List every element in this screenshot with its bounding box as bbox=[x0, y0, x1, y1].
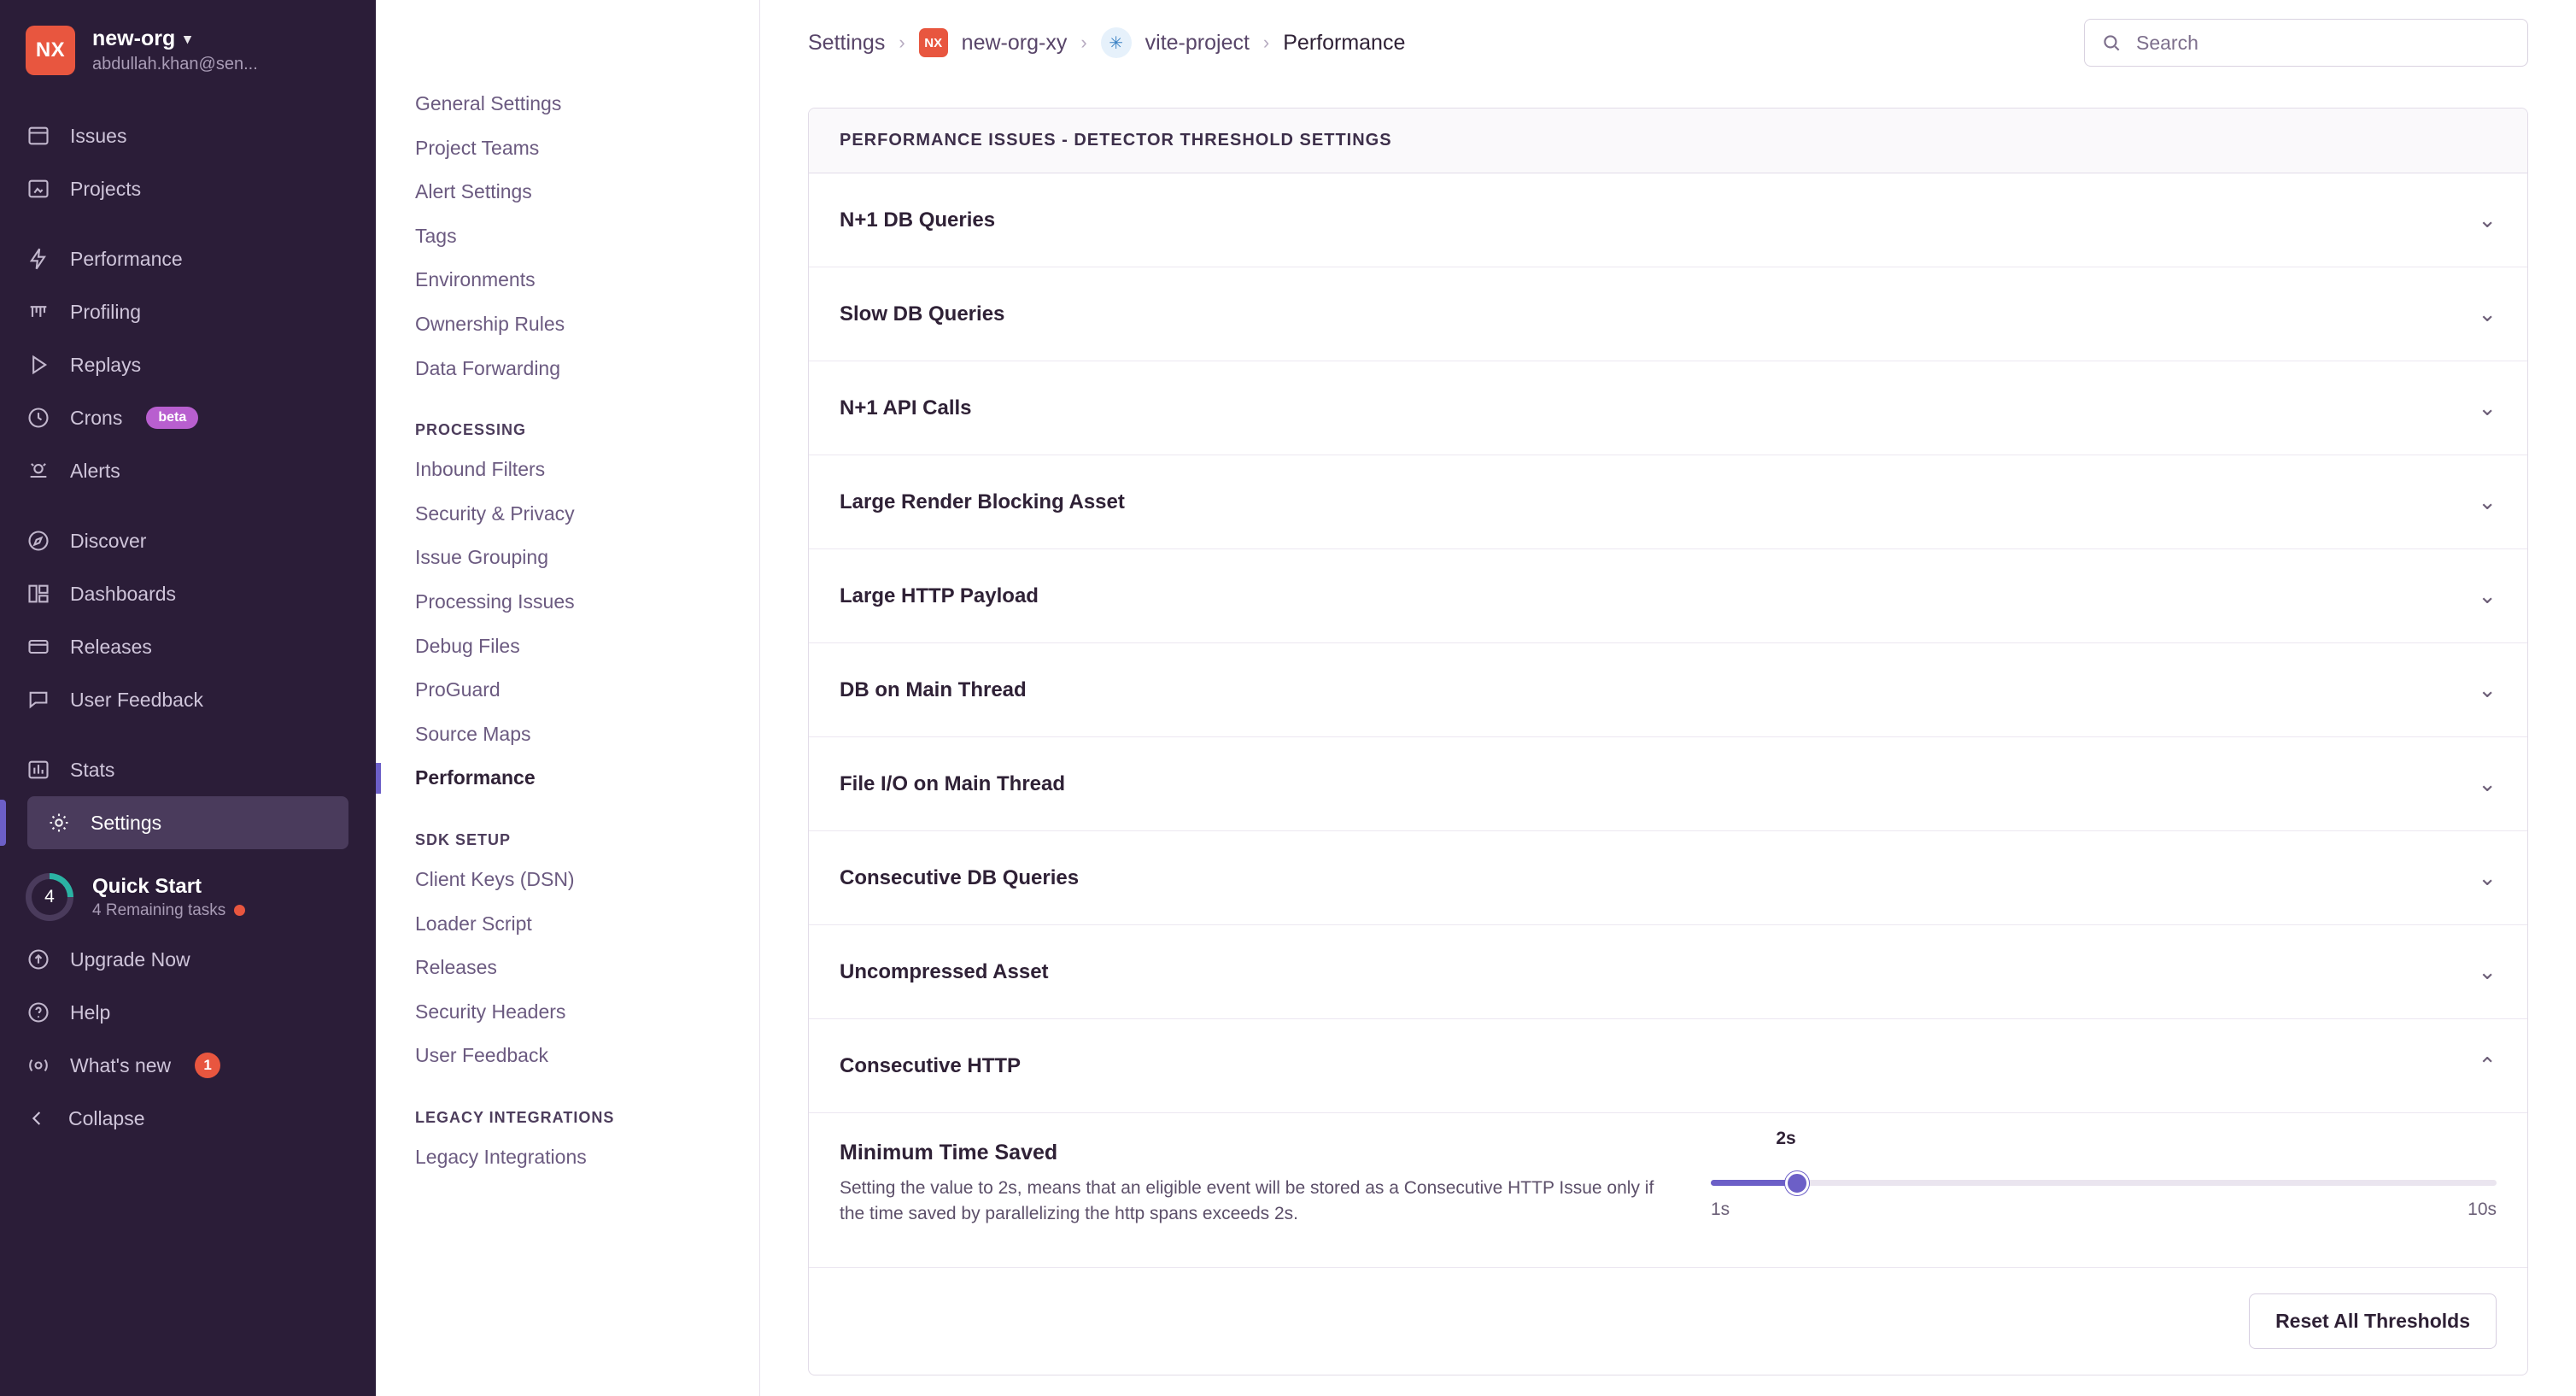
slider-min-label: 1s bbox=[1711, 1200, 1730, 1219]
breadcrumb-settings[interactable]: Settings bbox=[808, 30, 886, 55]
sidebar-item-dashboards[interactable] bbox=[0, 567, 376, 620]
sidebar-item-label: Replays bbox=[70, 353, 142, 376]
chevron-up-icon: ⌃ bbox=[2478, 1053, 2497, 1078]
sidebar-item-crons[interactable] bbox=[0, 391, 376, 444]
sidebar-item-label: Dashboards bbox=[70, 582, 177, 605]
nav-group-2 bbox=[0, 224, 376, 506]
main-content bbox=[760, 0, 2576, 1396]
settings-nav-tags[interactable]: Tags bbox=[415, 224, 457, 247]
sidebar-item-releases[interactable] bbox=[0, 620, 376, 673]
detector-row-db-on-main-thread[interactable] bbox=[809, 643, 2527, 737]
nav-group-3 bbox=[0, 506, 376, 735]
detector-row-large-render-blocking-asset[interactable] bbox=[809, 455, 2527, 549]
slider-max-label: 10s bbox=[2468, 1200, 2497, 1219]
sidebar-item-label: Stats bbox=[70, 758, 115, 781]
sidebar-item-performance[interactable] bbox=[0, 232, 376, 285]
sidebar-item-label: Projects bbox=[70, 177, 142, 200]
setting-text bbox=[840, 1141, 1677, 1228]
progress-ring bbox=[26, 873, 73, 921]
sidebar-item-projects[interactable] bbox=[0, 162, 376, 215]
sidebar-item-label: Discover bbox=[70, 529, 147, 552]
whats-new-icon bbox=[26, 1053, 51, 1078]
settings-nav-legacy-integrations[interactable]: Legacy Integrations bbox=[415, 1145, 587, 1168]
sidebar-item-label: Performance bbox=[70, 247, 183, 270]
threshold-settings-panel bbox=[808, 108, 2528, 1375]
sidebar-item-replays[interactable] bbox=[0, 338, 376, 391]
detector-row-consecutive-db-queries[interactable] bbox=[809, 831, 2527, 925]
upgrade-icon bbox=[26, 947, 51, 972]
dashboards-icon bbox=[26, 581, 51, 607]
sidebar-item-label: What's new bbox=[70, 1053, 172, 1076]
panel-title: PERFORMANCE ISSUES - DETECTOR THRESHOLD SETTINGS bbox=[809, 109, 2527, 173]
detector-row-large-http-payload[interactable] bbox=[809, 549, 2527, 643]
help-icon bbox=[26, 1000, 51, 1025]
chevron-down-icon: ⌄ bbox=[2478, 583, 2497, 608]
chevron-down-icon: ⌄ bbox=[2478, 207, 2497, 232]
chevron-down-icon: ⌄ bbox=[2478, 301, 2497, 326]
quick-start-subtitle: 4 Remaining tasks bbox=[92, 900, 226, 919]
nav-group-1 bbox=[0, 101, 376, 224]
sidebar-item-user-feedback[interactable] bbox=[0, 673, 376, 726]
detector-label: DB on Main Thread bbox=[840, 677, 1027, 701]
detector-label: N+1 DB Queries bbox=[840, 208, 996, 232]
quick-start-subtitle-row bbox=[92, 901, 245, 920]
detector-label: Consecutive DB Queries bbox=[840, 865, 1080, 889]
sidebar-item-label: Releases bbox=[70, 635, 152, 658]
setting-title: Minimum Time Saved bbox=[840, 1141, 1058, 1164]
settings-nav-data-forwarding[interactable]: Data Forwarding bbox=[415, 356, 561, 379]
sidebar-item-upgrade-now[interactable] bbox=[0, 933, 376, 986]
issues-icon bbox=[26, 123, 51, 149]
progress-ring-label: 4 bbox=[32, 879, 67, 915]
search-icon bbox=[2100, 32, 2122, 54]
org-text bbox=[92, 26, 258, 74]
quick-start-title: Quick Start bbox=[92, 874, 202, 898]
sidebar-item-whats-new[interactable] bbox=[0, 1039, 376, 1092]
releases-icon bbox=[26, 634, 51, 660]
breadcrumb-current: Performance bbox=[1283, 30, 1406, 55]
settings-nav-heading-legacy-integrations: LEGACY INTEGRATIONS bbox=[415, 1108, 615, 1126]
slider-filled bbox=[1711, 1180, 1797, 1186]
settings-nav-issue-grouping[interactable]: Issue Grouping bbox=[415, 546, 548, 569]
detector-label: N+1 API Calls bbox=[840, 396, 972, 419]
settings-nav-client-keys[interactable]: Client Keys (DSN) bbox=[415, 867, 575, 890]
setting-description: Setting the value to 2s, means that an eligible event will be stored as a Consecutive HTTP Issue only if the time saved by parallelizing the http spans exceeds 2s. bbox=[840, 1178, 1654, 1224]
sidebar-nav bbox=[0, 101, 376, 858]
status-badge: beta bbox=[146, 407, 198, 429]
primary-sidebar bbox=[0, 0, 376, 1396]
sidebar-bottom-nav bbox=[0, 933, 376, 1158]
org-name-row bbox=[92, 26, 258, 51]
detector-label: Large HTTP Payload bbox=[840, 584, 1039, 607]
sidebar-item-label: Help bbox=[70, 1000, 111, 1024]
chevron-down-icon: ⌄ bbox=[2478, 865, 2497, 890]
alerts-icon bbox=[26, 458, 51, 484]
slider-ticks bbox=[1711, 1200, 2497, 1220]
detector-label: Consecutive HTTP bbox=[840, 1053, 1022, 1077]
alert-dot-icon bbox=[234, 905, 245, 916]
settings-nav-heading-processing: PROCESSING bbox=[415, 421, 527, 439]
profiling-icon bbox=[26, 299, 51, 325]
settings-nav-alert-settings[interactable]: Alert Settings bbox=[415, 180, 532, 203]
settings-nav-heading-sdk-setup: SDK SETUP bbox=[415, 830, 512, 848]
sidebar-item-discover[interactable] bbox=[0, 514, 376, 567]
user-feedback-icon bbox=[26, 687, 51, 713]
org-switcher[interactable] bbox=[0, 0, 376, 94]
settings-nav-source-maps[interactable]: Source Maps bbox=[415, 722, 531, 745]
detector-label: Large Render Blocking Asset bbox=[840, 490, 1125, 513]
settings-nav-project-teams[interactable]: Project Teams bbox=[415, 136, 540, 159]
chevron-down-icon: ⌄ bbox=[2478, 489, 2497, 514]
sidebar-item-settings[interactable] bbox=[27, 796, 348, 849]
detector-row-n1-api-calls[interactable] bbox=[809, 361, 2527, 455]
panel-footer bbox=[809, 1268, 2527, 1375]
settings-nav bbox=[376, 0, 760, 1396]
settings-nav-general-settings[interactable]: General Settings bbox=[415, 92, 562, 114]
top-bar bbox=[760, 0, 2576, 85]
sidebar-item-stats[interactable] bbox=[0, 743, 376, 796]
discover-icon bbox=[26, 528, 51, 554]
nx-avatar-icon: NX bbox=[919, 28, 948, 57]
settings-nav-user-feedback[interactable]: User Feedback bbox=[415, 1044, 548, 1067]
consecutive-http-settings bbox=[809, 1113, 2527, 1268]
settings-nav-processing-issues[interactable]: Processing Issues bbox=[415, 589, 575, 613]
detector-label: Slow DB Queries bbox=[840, 302, 1005, 326]
nav-group-4 bbox=[0, 735, 376, 858]
breadcrumb-separator-icon: › bbox=[1262, 32, 1270, 53]
slider-knob[interactable] bbox=[1785, 1171, 1809, 1195]
chevron-down-icon: ⌄ bbox=[2478, 395, 2497, 420]
notification-badge: 1 bbox=[195, 1053, 220, 1078]
chevron-down-icon: ⌄ bbox=[2478, 959, 2497, 984]
detector-row-consecutive-http[interactable] bbox=[809, 1019, 2527, 1113]
sidebar-item-issues[interactable] bbox=[0, 109, 376, 162]
chevron-down-icon: ⌄ bbox=[2478, 677, 2497, 702]
sidebar-item-label: User Feedback bbox=[70, 688, 203, 711]
settings-nav-security-headers[interactable]: Security Headers bbox=[415, 1000, 566, 1023]
slider-value-label: 2s bbox=[1776, 1129, 1796, 1148]
performance-icon bbox=[26, 246, 51, 272]
settings-nav-releases[interactable]: Releases bbox=[415, 956, 497, 979]
sidebar-item-label: Profiling bbox=[70, 300, 142, 323]
detector-label: Uncompressed Asset bbox=[840, 959, 1049, 983]
reset-all-thresholds-button[interactable]: Reset All Thresholds bbox=[2249, 1293, 2497, 1349]
stats-icon bbox=[26, 757, 51, 783]
settings-nav-proguard[interactable]: ProGuard bbox=[415, 678, 501, 701]
replays-icon bbox=[26, 352, 51, 378]
settings-content bbox=[760, 85, 2576, 1375]
search-placeholder: Search bbox=[2136, 31, 2198, 54]
sidebar-item-label: Alerts bbox=[70, 459, 120, 482]
chevron-down-icon: ▾ bbox=[184, 30, 191, 47]
detector-row-file-io-on-main-thread[interactable] bbox=[809, 737, 2527, 831]
detector-row-uncompressed-asset[interactable] bbox=[809, 925, 2527, 1019]
chevron-down-icon: ⌄ bbox=[2478, 771, 2497, 796]
crons-icon bbox=[26, 405, 51, 431]
sidebar-item-profiling[interactable] bbox=[0, 285, 376, 338]
settings-nav-debug-files[interactable]: Debug Files bbox=[415, 634, 520, 657]
settings-nav-loader-script[interactable]: Loader Script bbox=[415, 912, 532, 935]
breadcrumb bbox=[808, 27, 1405, 58]
sidebar-item-label: Issues bbox=[70, 124, 127, 147]
org-name: new-org bbox=[92, 26, 176, 50]
search-input[interactable] bbox=[2084, 19, 2528, 67]
collapse-label: Collapse bbox=[68, 1106, 145, 1129]
slider-track[interactable] bbox=[1711, 1180, 2497, 1186]
breadcrumb-project[interactable]: vite-project bbox=[1145, 30, 1250, 55]
detector-row-n1-db-queries[interactable] bbox=[809, 173, 2527, 267]
detector-row-slow-db-queries[interactable] bbox=[809, 267, 2527, 361]
quick-start-widget[interactable] bbox=[0, 858, 376, 933]
sidebar-item-help[interactable] bbox=[0, 986, 376, 1039]
quick-start-text bbox=[92, 875, 245, 920]
org-user-email: abdullah.khan@sen... bbox=[92, 55, 258, 73]
sidebar-item-label: Settings bbox=[91, 811, 162, 834]
sidebar-item-label: Crons bbox=[70, 406, 123, 429]
detector-label: File I/O on Main Thread bbox=[840, 771, 1066, 795]
sidebar-item-label: Upgrade Now bbox=[70, 947, 190, 971]
gear-icon bbox=[46, 810, 72, 836]
org-avatar: NX bbox=[26, 26, 75, 75]
breadcrumb-separator-icon: › bbox=[899, 32, 905, 53]
settings-nav-performance[interactable]: Performance bbox=[376, 756, 759, 801]
sidebar-item-alerts[interactable] bbox=[0, 444, 376, 497]
settings-nav-ownership-rules[interactable]: Ownership Rules bbox=[415, 312, 565, 335]
breadcrumb-separator-icon: › bbox=[1080, 32, 1087, 53]
collapse-sidebar-button[interactable] bbox=[0, 1092, 376, 1145]
settings-nav-security-privacy[interactable]: Security & Privacy bbox=[415, 502, 575, 525]
projects-icon bbox=[26, 176, 51, 202]
project-avatar-icon: ✳ bbox=[1101, 27, 1132, 58]
settings-nav-environments[interactable]: Environments bbox=[415, 268, 536, 291]
chevron-left-icon bbox=[26, 1106, 50, 1130]
settings-nav-inbound-filters[interactable]: Inbound Filters bbox=[415, 458, 546, 481]
minimum-time-saved-slider[interactable] bbox=[1711, 1129, 2497, 1220]
breadcrumb-org[interactable]: new-org-xy bbox=[961, 30, 1068, 55]
